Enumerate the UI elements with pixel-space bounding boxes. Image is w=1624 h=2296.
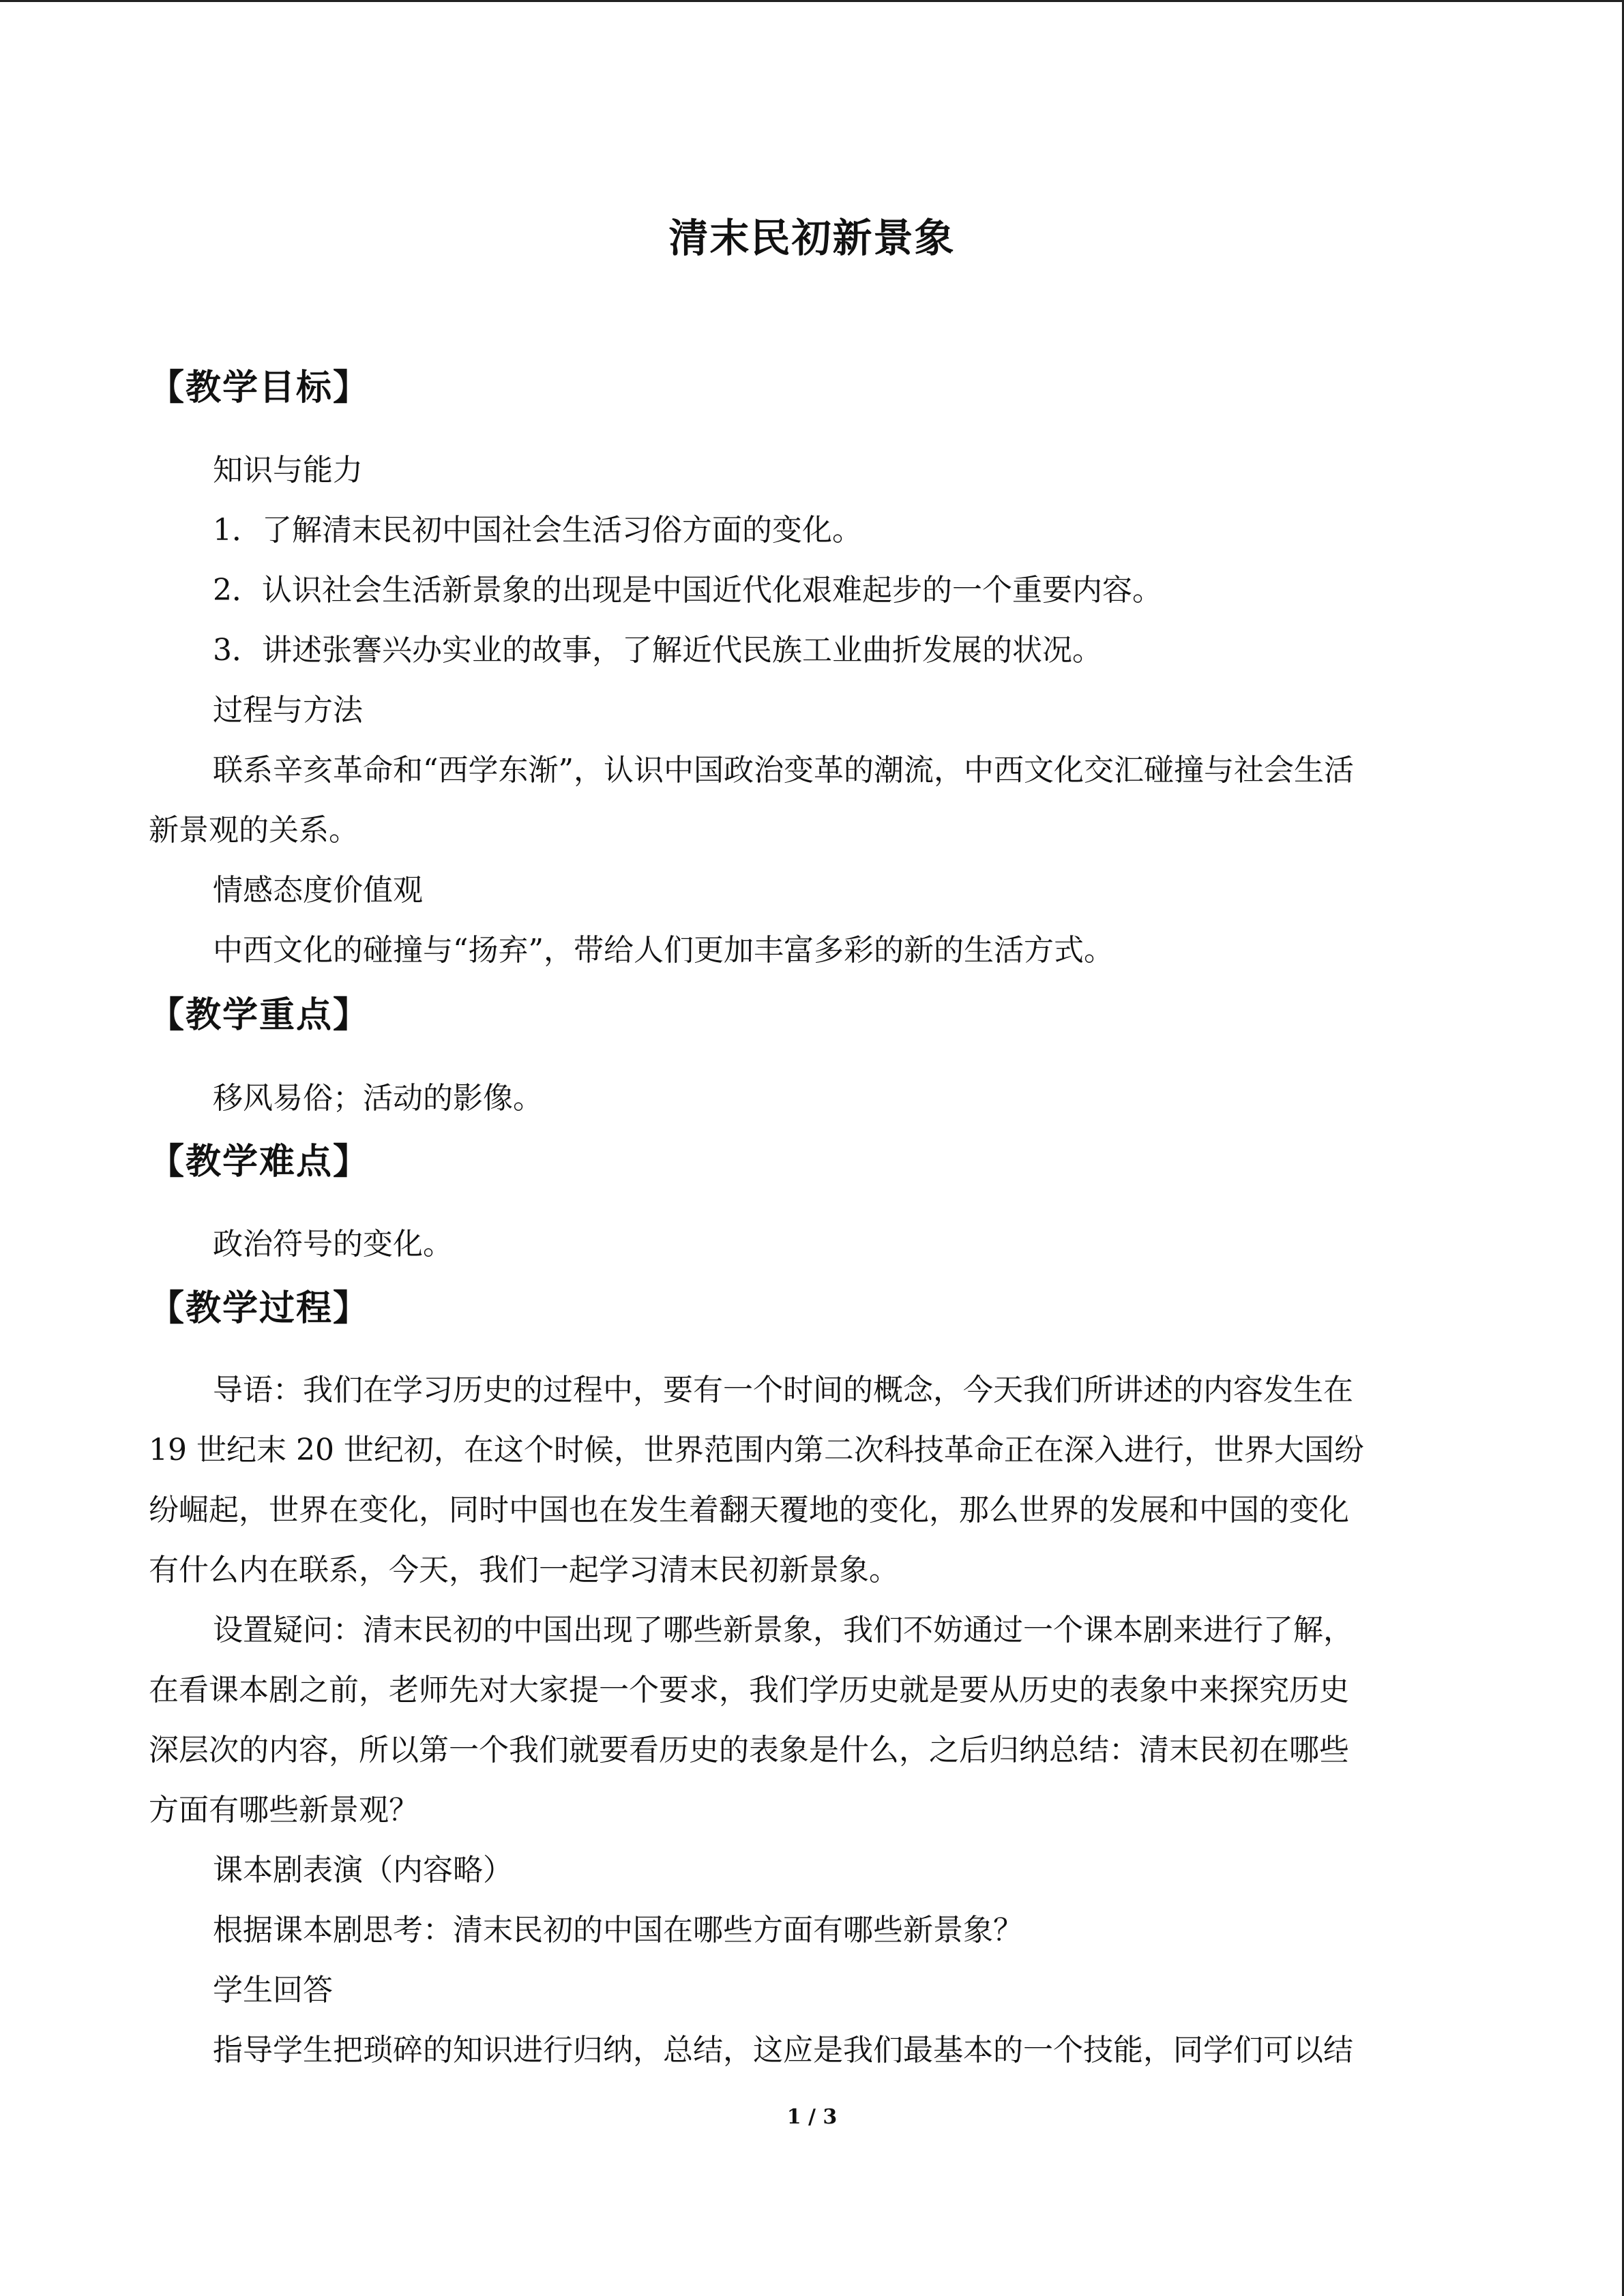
process-line-10: 根据课本剧思考：清末民初的中国在哪些方面有哪些新景象？: [213, 1913, 1023, 1948]
heading-teaching-process: 【教学过程】: [149, 1287, 370, 1329]
process-line-1: 导语：我们在学习历史的过程中，要有一个时间的概念，今天我们所讲述的内容发生在: [213, 1373, 1353, 1407]
heading-key-points: 【教学重点】: [149, 994, 370, 1036]
process-method-line-2: 新景观的关系。: [149, 813, 359, 848]
objective-item-2: 2．认识社会生活新景象的出现是中国近代化艰难起步的一个重要内容。: [213, 573, 1162, 608]
subheading-emotion-values: 情感态度价值观: [213, 873, 423, 908]
subheading-knowledge-ability: 知识与能力: [213, 453, 363, 488]
key-points-text: 移风易俗；活动的影像。: [213, 1081, 543, 1116]
page-number: 1 / 3: [786, 2105, 838, 2129]
heading-teaching-objectives: 【教学目标】: [149, 367, 370, 408]
emotion-values-text: 中西文化的碰撞与“扬弃”，带给人们更加丰富多彩的新的生活方式。: [213, 933, 1114, 968]
process-line-2: 19 世纪末 20 世纪初，在这个时候，世界范围内第二次科技革命正在深入进行，世界大国纷: [149, 1433, 1364, 1467]
difficulties-text: 政治符号的变化。: [213, 1227, 453, 1262]
process-line-4: 有什么内在联系，今天，我们一起学习清末民初新景象。: [149, 1553, 899, 1587]
process-line-5: 设置疑问：清末民初的中国出现了哪些新景象，我们不妨通过一个课本剧来进行了解，: [213, 1613, 1353, 1648]
process-line-11: 学生回答: [213, 1973, 333, 2008]
process-line-9: 课本剧表演（内容略）: [213, 1853, 513, 1888]
objective-item-3: 3．讲述张謇兴办实业的故事，了解近代民族工业曲折发展的状况。: [213, 633, 1102, 668]
process-line-6: 在看课本剧之前，老师先对大家提一个要求，我们学历史就是要从历史的表象中来探究历史: [149, 1673, 1349, 1708]
objective-item-1: 1．了解清末民初中国社会生活习俗方面的变化。: [213, 513, 862, 548]
process-line-7: 深层次的内容，所以第一个我们就要看历史的表象是什么，之后归纳总结：清末民初在哪些: [149, 1733, 1349, 1768]
process-line-12: 指导学生把琐碎的知识进行归纳，总结，这应是我们最基本的一个技能，同学们可以结: [213, 2033, 1353, 2068]
heading-difficulties: 【教学难点】: [149, 1141, 370, 1182]
process-method-line-1: 联系辛亥革命和“西学东渐”，认识中国政治变革的潮流，中西文化交汇碰撞与社会生活: [213, 753, 1354, 788]
subheading-process-method: 过程与方法: [213, 693, 363, 728]
document-title: 清末民初新景象: [668, 215, 956, 261]
process-line-3: 纷崛起，世界在变化，同时中国也在发生着翻天覆地的变化，那么世界的发展和中国的变化: [149, 1493, 1349, 1527]
process-line-8: 方面有哪些新景观？: [149, 1793, 419, 1828]
